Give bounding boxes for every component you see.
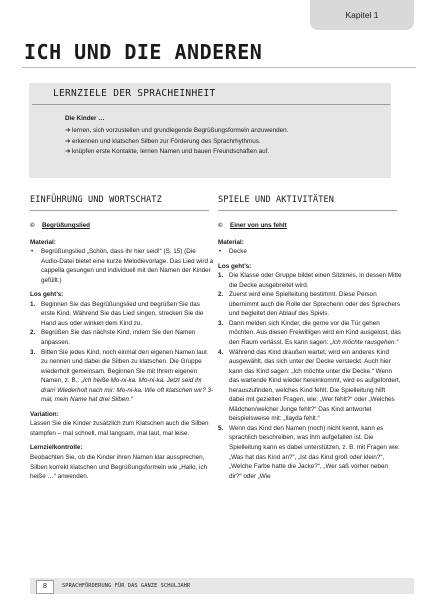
learning-goal-item: ➔ erkennen und klatschen Silben zur Förderung des Sprachrhythmus.	[65, 137, 261, 145]
steps-list	[218, 271, 402, 481]
copyright-icon: ©	[30, 222, 35, 229]
activity-title: © Begrüßungslied	[30, 222, 90, 229]
variation-label: Variation:	[30, 410, 59, 418]
chapter-tab: Kapitel 1	[310, 0, 414, 30]
learning-goals-intro: Die Kinder …	[65, 115, 105, 122]
material-item: • Begrüßungslied „Schön, dass ihr hier seid!“ (S. 15) (Die Audio-Datei bietet eine kurze Melodievorlage. Das Lied wird a cappella gesungen und individuell mit den Namen der Kinder gefüllt.)	[31, 248, 214, 284]
material-label: Material:	[30, 238, 56, 246]
steps-label: Los geht’s:	[218, 262, 252, 270]
step-item: 5. Wenn das Kind den Namen (noch) nicht kennt, kann es sprachlich beschreiben, was ihm aufgefallen ist. Die Spielleitung kann es dabei unterstützen, z. B. mit Fragen wie: „Was hat das Kind an?“, „Ist das Kind groß oder klein?“, „Welche Farbe hatte die Jacke?“, „Wer saß vorher neben dir?“ oder „Wie	[218, 424, 400, 480]
section-divider	[218, 210, 397, 211]
step-item: 3. Dann melden sich Kinder, die gerne vor die Tür gehen möchten. Aus diesen Freiwilligen wird ein Kind ausgelost, das den Raum verlässt. Es kann sagen: „Ich möchte rausgehen.“	[218, 319, 401, 347]
bullet-icon: •	[31, 248, 34, 256]
step-item: 1. Die Klasse oder Gruppe bildet einen Sitzkreis, in dessen Mitte die Decke ausgebreitet wird.	[218, 272, 402, 289]
material-item: • Decke	[219, 248, 247, 256]
control-label: Lernzielkontrolle:	[30, 444, 83, 452]
learning-goals-heading: LERNZIELE DER SPRACHEINHEIT	[53, 88, 216, 99]
bullet-icon: •	[219, 248, 222, 256]
page-title: ICH UND DIE ANDEREN	[24, 40, 263, 64]
section-heading-games: SPIELE UND AKTIVITÄTEN	[218, 195, 335, 205]
step-item: 3. Bitten Sie jedes Kind, noch einmal den eigenen Namen laut zu nennen und dabei die Silben zu klatschen. Die Gruppe wiederholt gemeinsam. Beginnen Sie mit Ihrem eigenen Namen, z. B.: „Ich heiße Mo-ni-ka. Mo-ni-ka. Jetzt seid ihr dran! Wiederholt nach mir: Mo-ni-ka. Wie oft klatschen wir? 3-mal, mein Name hat drei Silben.“	[30, 348, 214, 404]
material-label: Material:	[218, 238, 244, 246]
learning-goals-divider	[32, 104, 390, 105]
step-item: 2. Zuerst wird eine Spielleitung bestimmt. Diese Person übernimmt auch die Rolle der Sprecherin oder des Sprechers und begleitet den Ablauf des Spiels.	[218, 291, 401, 318]
left-column	[30, 221, 214, 482]
right-column	[218, 221, 402, 481]
activity-title: © Einer von uns fehlt	[218, 222, 287, 229]
learning-goal-item: ➔ lernen, sich vorzustellen und grundlegende Begrüßungsformeln anzuwenden.	[65, 127, 289, 134]
steps-label: Los geht’s:	[30, 291, 64, 299]
footer-title: SPRACHFÖRDERUNG FÜR DAS GANZE SCHULJAHR	[62, 583, 191, 589]
section-heading-introduction: EINFÜHRUNG UND WORTSCHATZ	[30, 195, 162, 205]
step-item: 2. Begrüßen Sie das nächste Kind, indem Sie den Namen anpassen.	[30, 329, 196, 347]
control-text: Beobachten Sie, ob die Kinder ihren Namen klar aussprechen, Silben korrekt klatschen und Begrüßungsformeln wie „Hallo, ich heiße …“ anwenden.	[30, 454, 208, 481]
section-divider	[30, 210, 209, 211]
copyright-icon: ©	[218, 222, 223, 229]
learning-goals-box	[29, 83, 391, 178]
step-item: 4. Während das Kind draußen wartet, wird ein anderes Kind ausgewählt, das sich unter der Decke versteckt. Auch hier kann das Kind sagen: „Ich möchte unter die Decke.“ Wenn das wartende Kind wieder hereinkommt, wird es aufgefordert, herauszufinden, welches Kind fehlt. Die Spielleitung hilft dabei mit gezielten Fragen, wie: „Wer fehlt?“ oder „Welches Mädchen/welcher Junge fehlt?“ Das Kind antwortet beispielsweise mit: „Ilayda fehlt.“	[218, 348, 401, 423]
variation-text: Lassen Sie die Kinder zusätzlich zum Klatschen auch die Silben stampfen – mal schnell, mal langsam, mal laut, mal leise.	[30, 420, 209, 437]
steps-list	[30, 300, 214, 405]
learning-goals-list	[65, 126, 288, 158]
page-footer	[30, 578, 414, 594]
step-item: 1. Beginnen Sie das Begrüßungslied und begrüßen Sie das erste Kind. Während Sie das Lied singen, strecken Sie die Hand aus oder winken dem Kind zu.	[30, 300, 204, 327]
title-divider	[22, 67, 416, 68]
learning-goal-item: ➔ knüpfen erste Kontakte, lernen Namen und bauen Freundschaften auf.	[65, 148, 270, 155]
page-number: 8	[36, 580, 54, 594]
